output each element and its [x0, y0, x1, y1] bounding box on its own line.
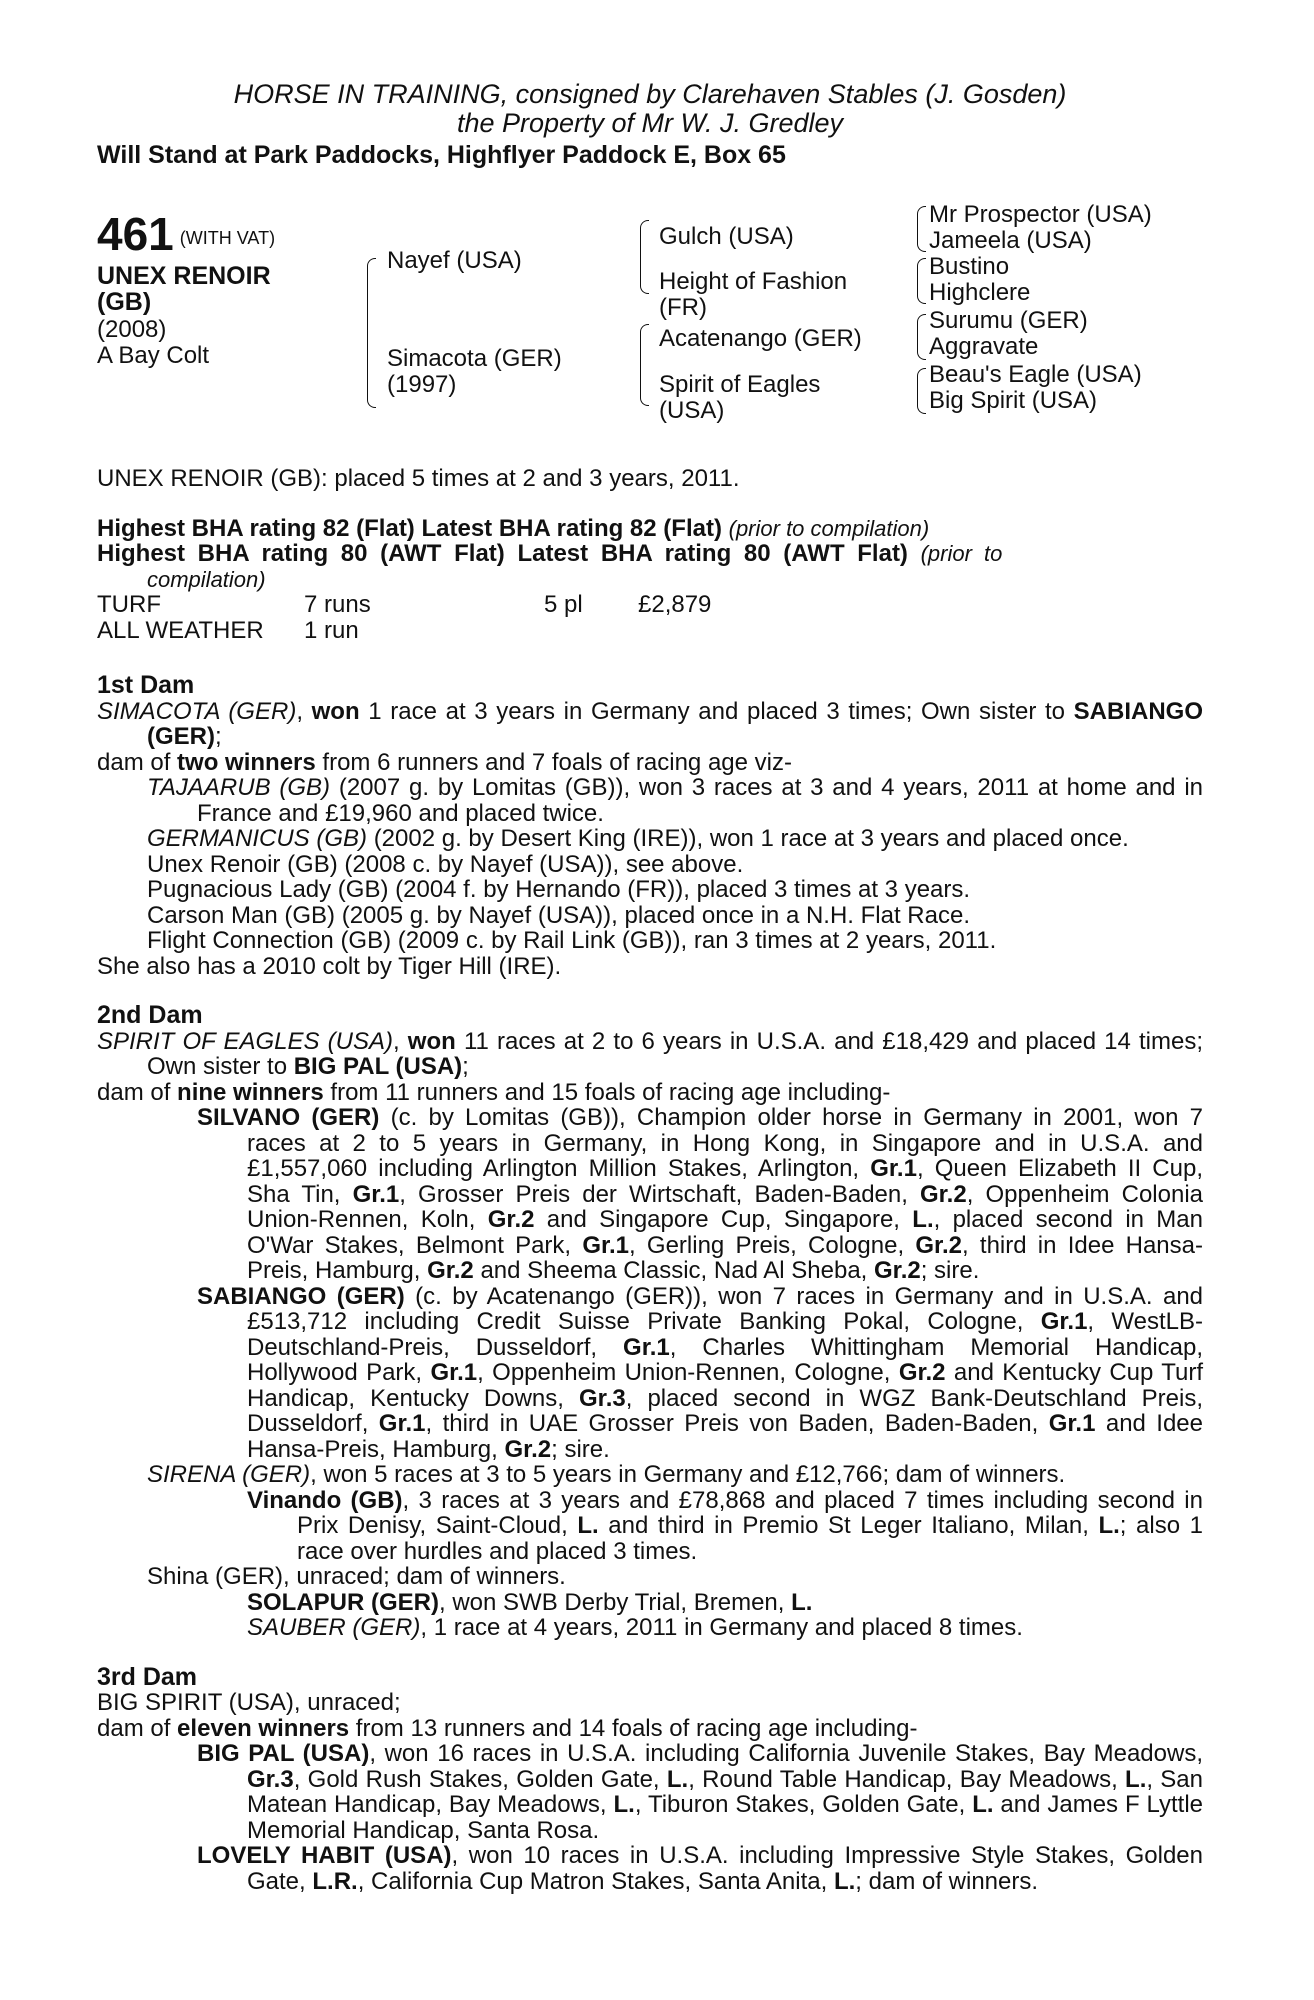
progeny-sauber: SAUBER (GER), 1 race at 4 years, 2011 in Germany and placed 8 times. — [247, 1614, 1023, 1641]
vat-note: (WITH VAT) — [179, 227, 276, 248]
pedigree-bracket-sire — [640, 220, 649, 294]
progeny-big-pal: BIG PAL (USA), won 16 races in U.S.A. including California Juvenile Stakes, Bay Meadows, Gr.3, Gold Rush Stakes, Golden Gate, L., Round Table Handicap, Bay Meadows, L., San Matean Handicap, Bay Meadows, L., Tiburon Stakes, Golden Gate, L. and James F Lyttle Memorial Handicap, Santa Rosa. — [197, 1740, 1204, 1844]
pedigree-bracket-dam — [640, 324, 649, 406]
runs-row-turf — [97, 592, 711, 618]
pedigree-sdd: Highclere — [929, 279, 1031, 306]
progeny-sirena: SIRENA (GER), won 5 races at 3 to 5 years in Germany and £12,766; dam of winners. — [147, 1461, 1066, 1488]
runs-row-aw — [97, 618, 711, 644]
runs-table — [97, 592, 711, 643]
pedigree-bracket-main — [367, 258, 376, 408]
pedigree-sire-dam-2: (FR) — [659, 294, 707, 321]
progeny-germanicus: GERMANICUS (GB) (2002 g. by Desert King (IRE)), won 1 race at 3 years and placed once. — [147, 825, 1129, 852]
race-summary: UNEX RENOIR (GB): placed 5 times at 2 and 3 years, 2011. — [97, 465, 740, 492]
first-dam-record: SIMACOTA (GER), won 1 race at 3 years in Germany and placed 3 times; Own sister to SABIANGO (GER); — [97, 697, 1204, 750]
ratings-section — [97, 516, 1203, 644]
third-dam-produce: dam of eleven winners from 13 runners and 14 foals of racing age including- — [97, 1714, 918, 1742]
pedigree-bracket-g3-2 — [917, 258, 926, 304]
pedigree-dam-dam-1: Spirit of Eagles — [659, 371, 821, 398]
header-line-3: Will Stand at Park Paddocks, Highflyer Paddock E, Box 65 — [97, 141, 786, 169]
pedigree-bracket-g3-1 — [917, 206, 926, 252]
turf-placed: 5 pl — [544, 591, 583, 618]
progeny-unex-renoir: Unex Renoir (GB) (2008 c. by Nayef (USA)), see above. — [147, 850, 744, 878]
progeny-vinando: Vinando (GB), 3 races at 3 years and £78,868 and placed 7 times including second in Prix Denisy, Saint-Cloud, L. and third in Premio St Leger Italiano, Milan, L.; also 1 race over hurdles and placed 3 times. — [247, 1486, 1203, 1565]
pedigree-sire-dam-1: Height of Fashion — [659, 268, 848, 295]
aw-runs: 1 run — [304, 616, 359, 644]
first-dam-section — [97, 673, 1203, 979]
second-dam-section — [97, 1003, 1203, 1641]
second-dam-title: 2nd Dam — [97, 1001, 203, 1029]
pedigree-bracket-g3-4 — [917, 368, 926, 414]
horse-sex: A Bay Colt — [97, 342, 210, 369]
second-dam-produce: dam of nine winners from 11 runners and 15 foals of racing age including- — [97, 1078, 891, 1106]
catalogue-page — [97, 80, 1203, 1894]
pedigree-dam-dam-2: (USA) — [659, 397, 725, 424]
pedigree-sire: Nayef (USA) — [387, 247, 522, 274]
progeny-tajaarub: TAJAARUB (GB) (2007 g. by Lomitas (GB)), won 3 races at 3 and 4 years, 2011 at home and in France and £19,960 and placed twice. — [147, 774, 1203, 827]
progeny-lovely-habit: LOVELY HABIT (USA), won 10 races in U.S.A. including Impressive Style Stakes, Golden Gate, L.R., California Cup Matron Stakes, Santa Anita, L.; dam of winners. — [197, 1842, 1203, 1895]
progeny-sabiango: SABIANGO (GER) (c. by Acatenango (GER)), won 7 races in Germany and in U.S.A. and £513,712 including Credit Suisse Private Banking Pokal, Cologne, Gr.1, WestLB-Deutschland-Preis, Dusseldorf, Gr.1, Charles Whittingham Memorial Handicap, Hollywood Park, Gr.1, Oppenheim Union-Rennen, Cologne, Gr.2 and Kentucky Cup Turf Handicap, Kentucky Downs, Gr.3, placed second in WGZ Bank-Deutschland Preis, Dusseldorf, Gr.1, third in UAE Grosser Preis von Baden, Baden-Baden, Gr.1 and Idee Hansa-Preis, Hamburg, Gr.2; sire. — [197, 1282, 1204, 1463]
first-dam-title: 1st Dam — [97, 671, 195, 699]
aw-label: ALL WEATHER — [97, 616, 264, 644]
header-line-2: the Property of Mr W. J. Gredley — [456, 108, 844, 138]
third-dam-title: 3rd Dam — [97, 1662, 198, 1691]
first-dam-note: She also has a 2010 colt by Tiger Hill (IRE). — [97, 952, 562, 980]
lot-number: 461 (WITH VAT) — [97, 208, 276, 260]
pedigree-dam-year: (1997) — [387, 371, 457, 398]
turf-label: TURF — [97, 591, 161, 618]
progeny-pugnacious-lady: Pugnacious Lady (GB) (2004 f. by Hernando (FR)), placed 3 times at 3 years. — [147, 876, 971, 903]
first-dam-produce: dam of two winners from 6 runners and 7 foals of racing age viz- — [97, 748, 792, 776]
horse-name-line-2: (GB) — [97, 288, 152, 316]
rating-flat: Highest BHA rating 82 (Flat) Latest BHA rating 82 (Flat) (prior to compilation) — [97, 514, 930, 542]
horse-name-line-1: UNEX RENOIR — [97, 262, 271, 290]
horse-year: (2008) — [97, 316, 167, 343]
pedigree-ddd: Big Spirit (USA) — [929, 387, 1098, 414]
progeny-flight-connection: Flight Connection (GB) (2009 c. by Rail Link (GB)), ran 3 times at 2 years, 2011. — [147, 927, 997, 954]
pedigree-dam: Simacota (GER) — [387, 345, 562, 372]
progeny-silvano: SILVANO (GER) (c. by Lomitas (GB)), Champion older horse in Germany in 2001, won 7 races at 2 to 5 years in Germany, in Hong Kong, in Singapore and in U.S.A. and £1,557,060 including Arlington Million Stakes, Arlington, Gr.1, Queen Elizabeth II Cup, Sha Tin, Gr.1, Grosser Preis der Wirtschaft, Baden-Baden, Gr.2, Oppenheim Colonia Union-Rennen, Koln, Gr.2 and Singapore Cup, Singapore, L., placed second in Man O'War Stakes, Belmont Park, Gr.1, Gerling Preis, Cologne, Gr.2, third in Idee Hansa-Preis, Hamburg, Gr.2 and Sheema Classic, Nad Al Sheba, Gr.2; sire. — [197, 1104, 1204, 1284]
progeny-shina: Shina (GER), unraced; dam of winners. — [147, 1563, 566, 1590]
pedigree-bracket-g3-3 — [917, 314, 926, 360]
pedigree-dsd: Aggravate — [929, 333, 1039, 360]
rating-awt: Highest BHA rating 80 (AWT Flat) Latest BHA rating 80 (AWT Flat) (prior to — [97, 540, 1003, 567]
progeny-solapur: SOLAPUR (GER), won SWB Derby Trial, Bremen, L. — [247, 1588, 813, 1616]
progeny-carson-man: Carson Man (GB) (2005 g. by Nayef (USA)), placed once in a N.H. Flat Race. — [147, 901, 970, 929]
pedigree-dam-sire: Acatenango (GER) — [659, 325, 862, 352]
pedigree-ssd: Jameela (USA) — [929, 227, 1092, 254]
pedigree-block — [97, 201, 1203, 454]
pedigree-dss: Surumu (GER) — [929, 307, 1088, 334]
pedigree-sds: Bustino — [929, 253, 1010, 280]
third-dam-record: BIG SPIRIT (USA), unraced; — [97, 1689, 401, 1716]
pedigree-sss: Mr Prospector (USA) — [929, 201, 1152, 228]
rating-awt-cont: compilation) — [147, 566, 266, 592]
pedigree-sire-sire: Gulch (USA) — [659, 223, 794, 250]
header-line-1: HORSE IN TRAINING, consigned by Clarehaven Stables (J. Gosden) — [233, 79, 1067, 109]
second-dam-record: SPIRIT OF EAGLES (USA), won 11 races at 2 to 6 years in U.S.A. and £18,429 and placed 14 times; Own sister to BIG PAL (USA); — [97, 1027, 1204, 1080]
pedigree-dds: Beau's Eagle (USA) — [929, 361, 1142, 388]
turf-runs: 7 runs — [304, 591, 371, 618]
third-dam-section — [97, 1662, 1204, 1895]
turf-prize: £2,879 — [638, 591, 712, 618]
